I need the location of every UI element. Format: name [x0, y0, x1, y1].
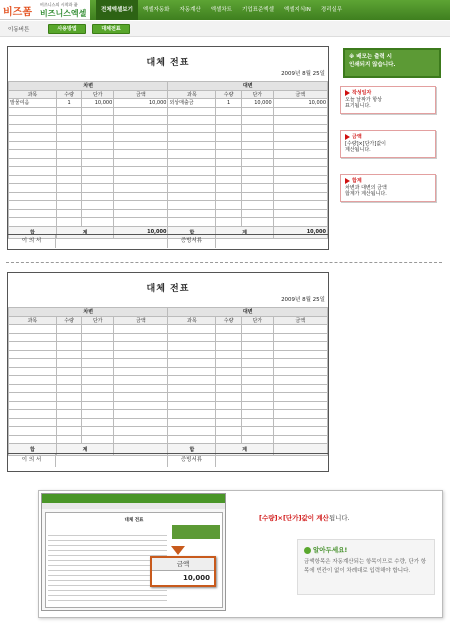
tip-body: 금액항목은 자동계산되는 항목이므로 수량, 단가 항목에 빈칸이 없이 차례대로 입력해야 합니다. — [304, 559, 427, 574]
usage-button[interactable]: 사용방법 — [48, 24, 86, 34]
evidence-label: 증빙서류 — [168, 235, 216, 248]
logo-tagline: 비즈니스의 시작과 끝 — [40, 2, 78, 7]
arrow-icon — [345, 90, 350, 96]
credit-total: 10,000 — [273, 226, 327, 238]
debit-subject-cell[interactable]: 발물여음 — [9, 99, 57, 108]
notice-line1: ※ 배모는 출력 시 — [349, 54, 392, 60]
sig-field[interactable] — [56, 454, 168, 467]
menu-item-excel-automation[interactable]: 엑셀자동화 — [142, 7, 170, 13]
col-amount: 금액 — [273, 316, 327, 325]
credit-subject-cell[interactable]: 외상매출금 — [168, 99, 216, 108]
table-row[interactable] — [9, 401, 328, 410]
empty-rows — [9, 107, 328, 226]
col-price: 단가 — [82, 316, 114, 325]
col-subject: 과목 — [9, 316, 57, 325]
table-row[interactable] — [9, 218, 328, 227]
sig-label: 이 의 서 — [8, 235, 56, 248]
debit-amount-cell: 10,000 — [114, 99, 168, 108]
tutorial-panel — [38, 490, 443, 618]
logo-sub-text: 비즈니스의 시작과 끝 비즈니스엑셀 — [40, 2, 87, 18]
callout-amount: 금액 [수량]×[단가]값이 계산됩니다. — [340, 130, 436, 158]
debit-qty-cell[interactable]: 1 — [56, 99, 82, 108]
col-price: 단가 — [241, 316, 273, 325]
logo[interactable] — [0, 0, 90, 20]
mini-sub-bar — [42, 503, 225, 509]
menu-item-auto-calc[interactable]: 자동계산 — [179, 7, 201, 13]
tip-box — [297, 539, 435, 595]
table-row[interactable] — [9, 116, 328, 125]
print-notice — [343, 48, 441, 78]
table-row[interactable] — [9, 376, 328, 385]
total-label-a: 합 — [168, 226, 216, 238]
zoom-box — [150, 556, 216, 587]
voucher-table — [8, 307, 328, 456]
evidence-field[interactable] — [216, 454, 328, 467]
mini-title: 대체 전표 — [124, 518, 144, 523]
table-row[interactable] — [9, 158, 328, 167]
col-amount: 금액 — [114, 90, 168, 99]
voucher-title: 대체 전표 — [146, 58, 190, 68]
table-row[interactable] — [9, 350, 328, 359]
total-label-b: 계 — [56, 226, 113, 238]
debit-total: 10,000 — [114, 226, 168, 238]
table-row[interactable] — [9, 150, 328, 159]
pointer-arrow-icon — [171, 546, 185, 555]
table-row[interactable] — [9, 384, 328, 393]
mini-top-bar — [42, 494, 225, 503]
voucher-table — [8, 81, 328, 239]
callout-date: 작성일자 오늘 날짜가 항상 표기됩니다. — [340, 86, 436, 114]
page-divider — [6, 262, 442, 263]
zoom-header: 금액 — [152, 558, 214, 571]
main-menu — [96, 0, 347, 20]
sig-label: 이 의 서 — [8, 454, 56, 467]
table-row[interactable] — [9, 325, 328, 334]
credit-header: 대변 — [168, 308, 328, 317]
signature-row — [8, 234, 328, 248]
debit-header: 차변 — [9, 82, 168, 91]
table-row[interactable] — [9, 175, 328, 184]
total-label-b: 계 — [216, 226, 273, 238]
sig-field[interactable] — [56, 235, 168, 248]
col-qty: 수량 — [56, 90, 82, 99]
table-row[interactable] — [9, 133, 328, 142]
table-row[interactable] — [9, 192, 328, 201]
arrow-icon — [345, 134, 350, 140]
table-row[interactable] — [9, 342, 328, 351]
total-label-b: 계 — [216, 444, 273, 456]
empty-rows — [9, 325, 328, 444]
callout-total: 합계 차변과 대변의 금액 합계가 계산됩니다. — [340, 174, 436, 202]
voucher-date: 2009년 8월 25일 — [281, 297, 325, 303]
table-row[interactable] — [9, 209, 328, 218]
col-subject: 과목 — [9, 90, 57, 99]
menu-item-accounting[interactable]: 경리실무 — [320, 7, 343, 13]
total-label-a: 합 — [9, 444, 57, 456]
credit-amount-cell: 10,000 — [273, 99, 327, 108]
evidence-field[interactable] — [216, 235, 328, 248]
col-qty: 수량 — [216, 316, 242, 325]
col-amount: 금액 — [114, 316, 168, 325]
table-row[interactable] — [9, 367, 328, 376]
col-price: 단가 — [82, 90, 114, 99]
voucher-date: 2009년 8월 25일 — [281, 71, 325, 77]
table-row — [9, 99, 328, 108]
debit-price-cell[interactable]: 10,000 — [82, 99, 114, 108]
table-row[interactable] — [9, 141, 328, 150]
table-row[interactable] — [9, 124, 328, 133]
signature-row — [8, 453, 328, 467]
col-subject: 과목 — [168, 316, 216, 325]
table-row[interactable] — [9, 418, 328, 427]
debit-header: 차변 — [9, 308, 168, 317]
move-button-bar — [0, 21, 450, 37]
menu-item-excel-chart[interactable]: 엑셀차트 — [210, 7, 232, 13]
table-row[interactable] — [9, 393, 328, 402]
credit-price-cell[interactable]: 10,000 — [241, 99, 273, 108]
formula-text: [수량]×[단가]값이 계산됩니다. — [259, 514, 350, 522]
mini-notice — [172, 525, 220, 539]
menu-item-standard-excel[interactable]: 기업표준엑셀 — [242, 7, 274, 13]
table-row[interactable] — [9, 184, 328, 193]
col-subject: 과목 — [168, 90, 216, 99]
total-label-a: 합 — [9, 226, 57, 238]
move-label: 이동버튼 — [8, 27, 30, 33]
info-icon — [304, 547, 311, 554]
table-row[interactable] — [9, 410, 328, 419]
col-amount: 금액 — [273, 90, 327, 99]
mini-screenshot — [41, 493, 226, 611]
total-label-a: 합 — [168, 444, 216, 456]
table-row[interactable] — [9, 333, 328, 342]
table-row[interactable] — [9, 359, 328, 368]
arrow-icon — [345, 178, 350, 184]
top-nav-bar — [0, 0, 450, 20]
zoom-value: 10,000 — [182, 574, 210, 582]
total-label-b: 계 — [56, 444, 113, 456]
col-qty: 수량 — [56, 316, 82, 325]
credit-header: 대변 — [168, 82, 328, 91]
col-price: 단가 — [241, 90, 273, 99]
table-row[interactable] — [9, 427, 328, 436]
voucher-button[interactable]: 대체전표 — [92, 24, 130, 34]
table-row[interactable] — [9, 435, 328, 444]
credit-qty-cell[interactable]: 1 — [216, 99, 242, 108]
tip-title: 알아두세요! — [313, 546, 348, 554]
transfer-voucher-blank — [7, 272, 329, 472]
table-row[interactable] — [9, 167, 328, 176]
table-row[interactable] — [9, 201, 328, 210]
menu-item-all-excel[interactable]: 전체엑셀보기 — [96, 0, 138, 20]
table-row[interactable] — [9, 107, 328, 116]
voucher-title: 대체 전표 — [146, 284, 190, 294]
evidence-label: 증빙서류 — [168, 454, 216, 467]
logo-main-text: 비즈폼 — [3, 7, 32, 18]
col-qty: 수량 — [216, 90, 242, 99]
notice-line2: 인쇄되지 않습니다. — [349, 62, 396, 68]
menu-item-excel-knowledge[interactable]: 엑셀지식IN — [283, 7, 311, 13]
transfer-voucher-filled — [7, 46, 329, 250]
